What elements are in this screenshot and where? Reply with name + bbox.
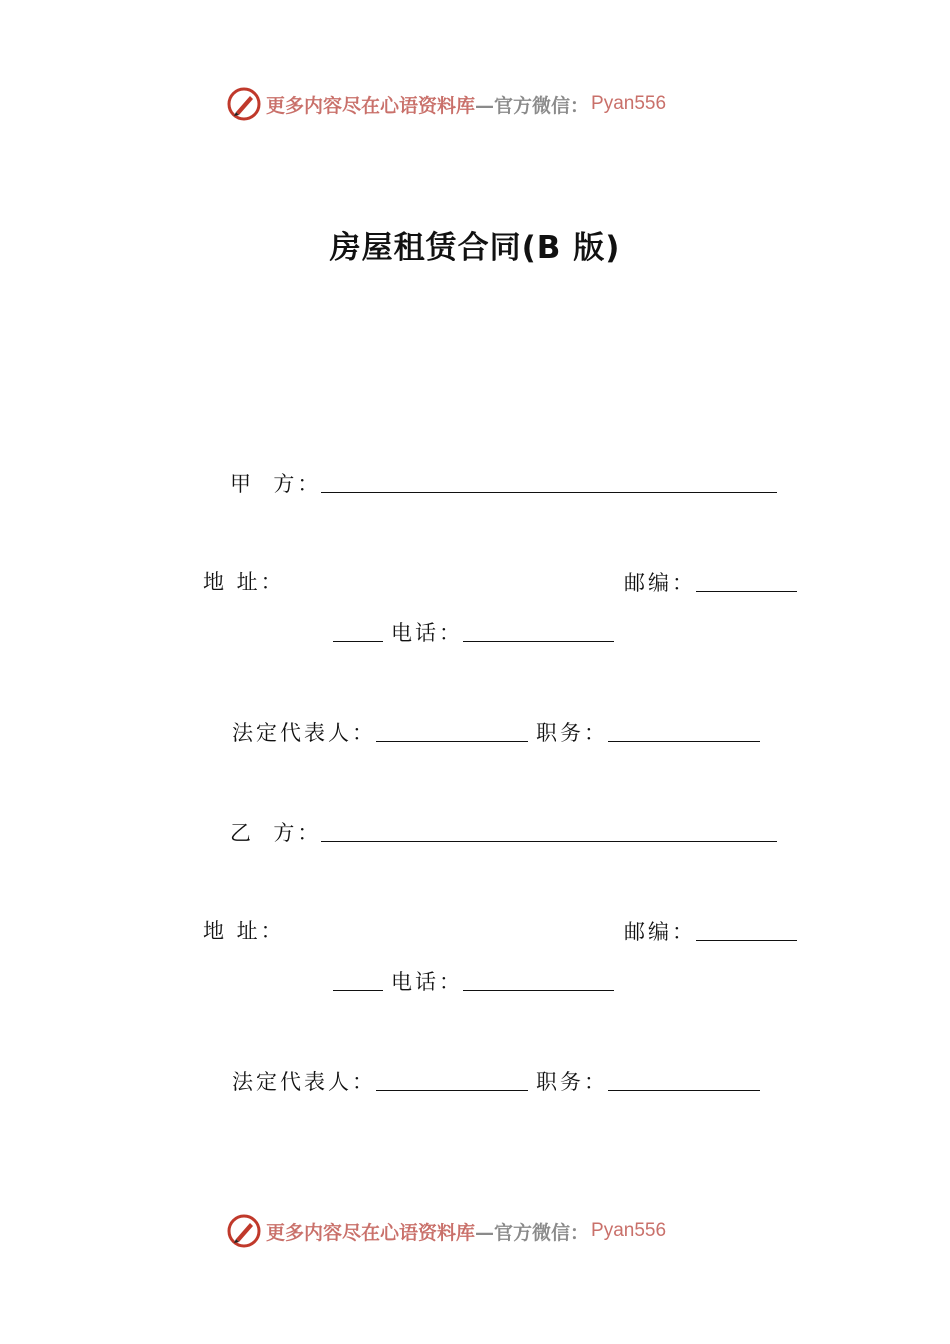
header-watermark [226, 84, 666, 124]
party-b-label: 乙 方： [230, 821, 322, 845]
party-b-line [230, 817, 777, 848]
party-b-blank [321, 819, 777, 842]
party-b-rep-line [232, 1066, 760, 1097]
party-a-position-blank [608, 719, 760, 742]
party-a-phone-line [333, 617, 614, 648]
party-a-rep-blank [376, 719, 528, 742]
watermark-text: 更多内容尽在心语资料库 [266, 94, 476, 117]
pen-logo-icon [226, 86, 262, 122]
document-title: 房屋租赁合同(B 版) [329, 230, 621, 266]
party-a-address-label: 地 址： [203, 570, 285, 594]
watermark-wechat-label: —官方微信： [475, 1221, 590, 1244]
party-a-postcode-blank-cont [333, 619, 383, 642]
watermark-wechat-id: Pyan556 [591, 1220, 667, 1241]
party-a-phone-blank [463, 619, 614, 642]
party-b-rep-label: 法定代表人： [232, 1070, 376, 1094]
party-a-rep-line [232, 717, 760, 748]
party-b-postcode-blank [696, 918, 797, 941]
party-b-postcode-line [624, 916, 797, 947]
party-a-postcode-line [624, 567, 797, 598]
party-b-postcode-label: 邮编： [624, 920, 696, 944]
footer-watermark [226, 1211, 666, 1251]
party-b-phone-blank [463, 968, 614, 991]
party-a-blank [321, 470, 777, 493]
party-b-position-label: 职务： [536, 1070, 608, 1094]
party-b-postcode-blank-cont [333, 968, 383, 991]
party-b-phone-label: 电话： [391, 970, 463, 994]
party-b-position-blank [608, 1068, 760, 1091]
watermark-text: 更多内容尽在心语资料库 [266, 1221, 476, 1244]
party-a-postcode-blank [696, 569, 797, 592]
watermark-wechat-id: Pyan556 [591, 93, 667, 114]
party-a-label: 甲 方： [230, 472, 322, 496]
party-a-line [230, 468, 777, 499]
party-a-postcode-label: 邮编： [624, 571, 696, 595]
watermark-wechat-label: —官方微信： [475, 94, 590, 117]
party-b-phone-line [333, 966, 614, 997]
party-a-rep-label: 法定代表人： [232, 721, 376, 745]
party-a-position-label: 职务： [536, 721, 608, 745]
pen-logo-icon [226, 1213, 262, 1249]
party-a-phone-label: 电话： [391, 621, 463, 645]
party-b-rep-blank [376, 1068, 528, 1091]
party-b-address-label: 地 址： [203, 919, 285, 943]
